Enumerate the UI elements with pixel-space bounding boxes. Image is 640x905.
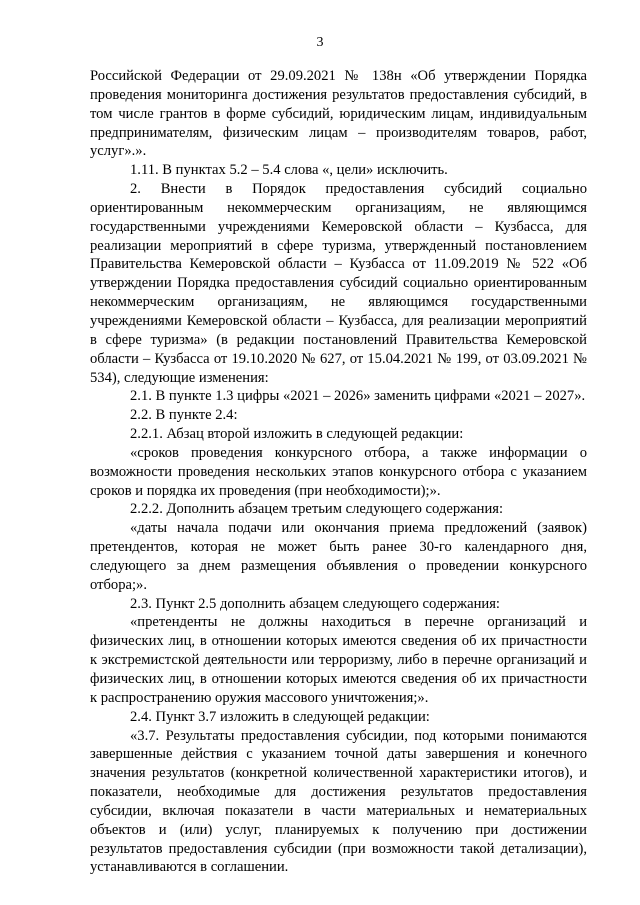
paragraph-4: 2.1. В пункте 1.3 цифры «2021 – 2026» заменить цифрами «2021 – 2027». bbox=[130, 388, 586, 405]
paragraph-10: 2.3. Пункт 2.5 дополнить абзацем следующего содержания: bbox=[130, 595, 500, 612]
paragraph-12: 2.4. Пункт 3.7 изложить в следующей редакции: bbox=[130, 708, 430, 725]
paragraph-2: 1.11. В пунктах 5.2 – 5.4 слова «, цели» исключить. bbox=[130, 162, 448, 179]
paragraph-5: 2.2. В пункте 2.4: bbox=[130, 407, 238, 424]
paragraph-11: «претенденты не должны находиться в перечне организаций и физических лиц, в отношении которых имеются сведения об их причастности к экстремистской деятельности или терроризму, либо в перечне организаций и физических лиц, в отношении которых имеются сведения об их причастности к распространению оружия массового уничтожения;». bbox=[90, 614, 587, 706]
paragraph-1: Российской Федерации от 29.09.2021 № 138н «Об утверждении Порядка проведения мониторинга достижения результатов предоставления субсидий, в том числе грантов в форме субсидий, юридическим лицам, индивидуальным предпринимателям, физическим лицам – производителям товаров, работ, услуг».». bbox=[90, 68, 587, 160]
paragraph-6: 2.2.1. Абзац второй изложить в следующей редакции: bbox=[130, 426, 464, 443]
paragraph-9: «даты начала подачи или окончания приема предложений (заявок) претендентов, которая не может быть ранее 30-го календарного дня, следующего за днем размещения объявления о проведении конкурсного отбора;». bbox=[90, 520, 587, 593]
paragraph-7: «сроков проведения конкурсного отбора, а также информации о возможности проведения нескольких этапов конкурсного отбора с указанием сроков и порядка их проведения (при необходимости);». bbox=[90, 444, 587, 499]
page-number: 3 bbox=[316, 35, 324, 50]
paragraph-13: «3.7. Результаты предоставления субсидии, под которыми понимаются завершенные действия с указанием точной даты завершения и конечного значения результатов (конкретной количественной характеристики итогов), и показатели, необходимые для достижения результатов предоставления субсидии, включая показатели в части материальных и нематериальных объектов и (или) услуг, планируемых к получению при достижении результатов предоставления субсидии (при возможности такой детализации), устанавливаются в соглашении. bbox=[90, 727, 587, 876]
document-body bbox=[90, 67, 587, 877]
paragraph-8: 2.2.2. Дополнить абзацем третьим следующего содержания: bbox=[130, 501, 504, 518]
paragraph-3: 2. Внести в Порядок предоставления субсидий социально ориентированным некоммерческим организациям, не являющимся государственными учреждениями Кемеровской области – Кузбасса, для реализации мероприятий в сфере туризма, утвержденный постановлением Правительства Кемеровской области – Кузбасса от 11.09.2019 № 522 «Об утверждении Порядка предоставления субсидий социально ориентированным некоммерческим организациям, не являющимся государственными учреждениями Кемеровской области – Кузбасса, для реализации мероприятий в сфере туризма» (в редакции постановлений Правительства Кемеровской области – Кузбасса от 19.10.2020 № 627, от 15.04.2021 № 199, от 03.09.2021 № 534), следующие изменения: bbox=[90, 181, 587, 386]
